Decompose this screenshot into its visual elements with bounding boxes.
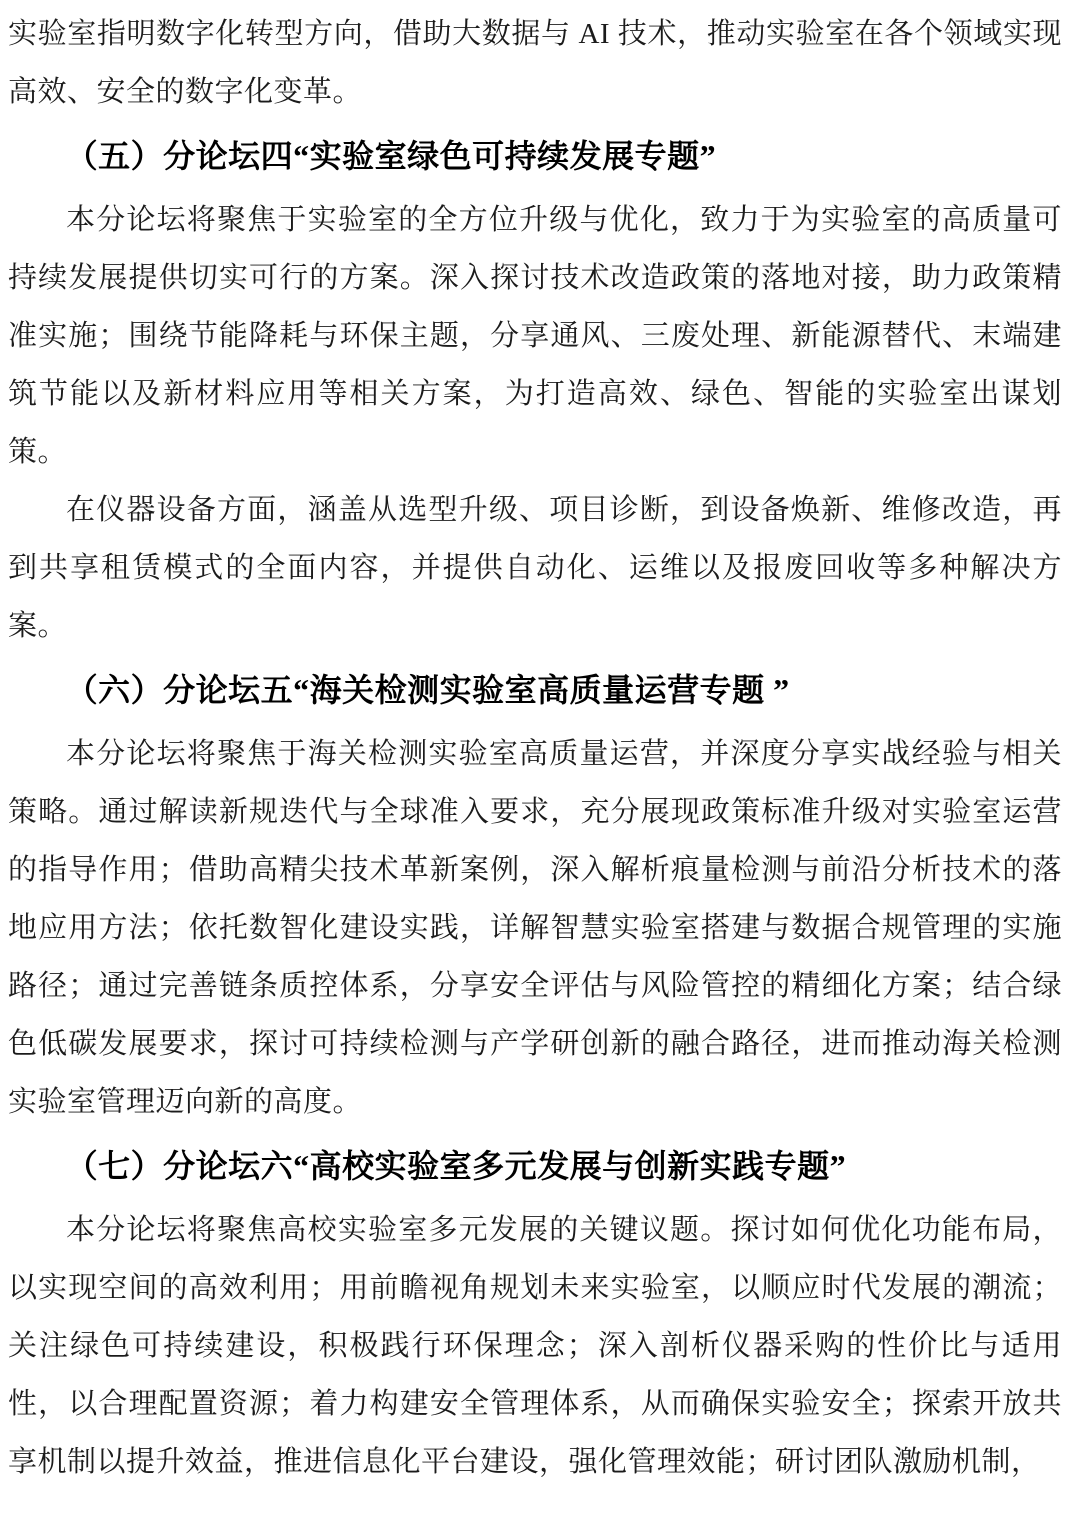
paragraph-forum5-customs-lab-operation: 本分论坛将聚焦于海关检测实验室高质量运营，并深度分享实战经验与相关策略。通过解读新规迭代与全球准入要求，充分展现政策标准升级对实验室运营的指导作用；借助高精尖技术革新案例，深入解析痕量检测与前沿分析技术的落地应用方法；依托数智化建设实践，详解智慧实验室搭建与数据合规管理的实施路径；通过完善链条质控体系，分享安全评估与风险管控的精细化方案；结合绿色低碳发展要求，探讨可持续检测与产学研创新的融合路径，进而推动海关检测实验室管理迈向新的高度。 (8, 738, 1062, 1118)
paragraph-forum4-upgrade-optimization: 本分论坛将聚焦于实验室的全方位升级与优化，致力于为实验室的高质量可持续发展提供切实可行的方案。深入探讨技术改造政策的落地对接，助力政策精准实施；围绕节能降耗与环保主题，分享通风、三废处理、新能源替代、末端建筑节能以及新材料应用等相关方案，为打造高效、绿色、智能的实验室出谋划策。 (8, 204, 1062, 468)
section-heading-forum-6-university-labs: （七）分论坛六“高校实验室多元发展与创新实践专题” (65, 1148, 847, 1184)
paragraph-forum6-university-lab-development: 本分论坛将聚焦高校实验室多元发展的关键议题。探讨如何优化功能布局，以实现空间的高效利用；用前瞻视角规划未来实验室，以顺应时代发展的潮流；关注绿色可持续建设，积极践行环保理念；深入剖析仪器采购的性价比与适用性，以合理配置资源；着力构建安全管理体系，从而确保实验安全；探索开放共享机制以提升效益，推进信息化平台建设，强化管理效能；研讨团队激励机制， (8, 1214, 1062, 1478)
section-heading-forum-4-green-sustainable: （五）分论坛四“实验室绿色可持续发展专题” (65, 138, 717, 174)
section-heading-forum-5-customs-testing: （六）分论坛五“海关检测实验室高质量运营专题 ” (65, 672, 790, 708)
paragraph-continuation-digital-transformation: 实验室指明数字化转型方向，借助大数据与 AI 技术，推动实验室在各个领域实现高效、安全的数字化变革。 (8, 18, 1062, 108)
paragraph-forum4-instruments-equipment: 在仪器设备方面，涵盖从选型升级、项目诊断，到设备焕新、维修改造，再到共享租赁模式的全面内容，并提供自动化、运维以及报废回收等多种解决方案。 (8, 494, 1062, 642)
